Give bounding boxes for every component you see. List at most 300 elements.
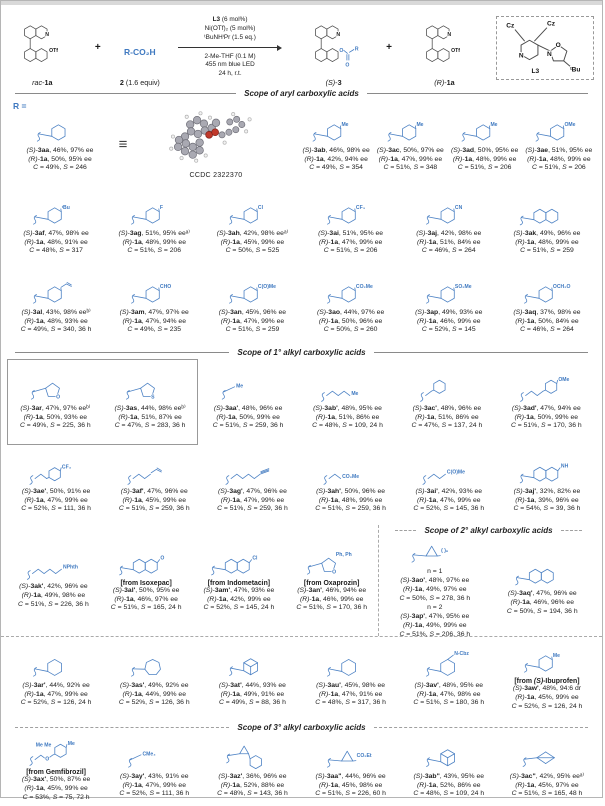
structure-hex xyxy=(303,277,397,309)
structure-naph xyxy=(500,198,594,230)
entry-caption xyxy=(119,682,190,709)
entry-caption xyxy=(219,682,286,709)
caption-line: C = 48%, S = 143, 36 h xyxy=(217,790,288,799)
svg-text:ᵗBu: ᵗBu xyxy=(570,66,580,73)
caption-line: (S)-3ar', 44%, 92% ee xyxy=(21,682,92,691)
svg-text:N-Cbz: N-Cbz xyxy=(454,651,469,657)
entry-caption xyxy=(413,773,484,800)
svg-text:OTf: OTf xyxy=(451,48,460,54)
entry-caption xyxy=(451,147,518,174)
caption-line: C = 48%, S = 109, 24 h xyxy=(312,422,383,431)
structure-hex xyxy=(402,277,496,309)
svg-text:O: O xyxy=(340,48,344,54)
plus-sign: + xyxy=(94,42,102,53)
heteroaryl-box xyxy=(7,359,198,445)
svg-text:NPhth: NPhth xyxy=(63,565,78,571)
caption-line: (S)-3ac', 48%, 96% ee xyxy=(412,405,483,414)
svg-text:O: O xyxy=(56,394,60,400)
entry-caption xyxy=(317,309,384,336)
caption-line: C = 52%, S = 111, 36 h xyxy=(119,790,189,799)
svg-text:R: R xyxy=(355,47,359,53)
svg-text:CF₃: CF₃ xyxy=(356,204,366,210)
caption-line: C = 49%, S = 88, 36 h xyxy=(219,699,286,708)
acid-label: 2 (1.6 equiv) xyxy=(120,78,160,87)
entry-caption xyxy=(415,309,482,336)
scope-row-5 xyxy=(1,445,602,525)
caption-line: C = 51%, S = 206, 36 h xyxy=(399,631,470,640)
caption-line: (S)-3an', 46%, 94% ee xyxy=(296,587,367,596)
structure-hex xyxy=(9,198,103,230)
entry-ac1 xyxy=(397,359,496,445)
entry-ae xyxy=(522,100,596,188)
caption-line: C = 52%, S = 111, 36 h xyxy=(21,505,91,514)
svg-text:N: N xyxy=(337,32,341,38)
caption-line: (R)-1a, 47%, 99% ee xyxy=(217,497,288,506)
entry-ak xyxy=(498,188,596,266)
structure-chainhex xyxy=(9,456,103,488)
svg-text:Cz: Cz xyxy=(547,20,556,27)
entry-ac2 xyxy=(498,734,596,806)
caption-line: (S)-3aw', 48%, 94:6 dr xyxy=(512,685,583,694)
svg-text:F: F xyxy=(160,204,163,210)
caption-line: (R)-1a, 45%, 99% ee xyxy=(119,497,190,506)
entry-aj xyxy=(400,188,498,266)
product-R-label: (R)-1a xyxy=(434,78,454,87)
entry-am xyxy=(105,266,203,346)
entry-caption xyxy=(315,488,386,515)
svg-text:O: O xyxy=(346,62,350,68)
svg-text:( )ₙ: ( )ₙ xyxy=(441,548,449,554)
condition-line: 24 h, r.t. xyxy=(219,70,242,79)
caption-line: (S)-3at', 44%, 93% ee xyxy=(219,682,286,691)
structure-hex xyxy=(205,277,299,309)
caption-line: C = 50%, S = 194, 36 h xyxy=(507,608,578,617)
structure-hex xyxy=(375,115,446,147)
entry-at1 xyxy=(203,637,301,721)
structure-hex xyxy=(402,198,496,230)
entry-ai xyxy=(302,188,400,266)
caption-line: (S)-3ab", 43%, 95% ee xyxy=(413,773,484,782)
entry-aj1 xyxy=(498,445,596,525)
entry-caption xyxy=(416,230,481,257)
entry-ay1 xyxy=(105,734,203,806)
caption-line: (S)-3aq', 47%, 96% ee xyxy=(507,590,578,599)
svg-text:O: O xyxy=(160,555,164,561)
acid-formula: R-CO₂H xyxy=(124,47,156,57)
structure-chain xyxy=(303,456,397,488)
caption-line: C = 51%, S = 259 xyxy=(219,326,286,335)
caption-line: C = 51%, S = 206 xyxy=(318,247,383,256)
entry-caption xyxy=(120,309,189,336)
entry-caption xyxy=(413,488,484,515)
structure-hex xyxy=(523,115,594,147)
section-header-2 xyxy=(381,525,596,536)
entry-caption xyxy=(296,587,367,614)
caption-line: C = 51%, S = 180, 36 h xyxy=(413,699,484,708)
svg-text:CO₂Et: CO₂Et xyxy=(357,753,372,759)
caption-line: (R)-1a, 48%, 99% ee xyxy=(315,497,386,506)
reaction-arrow xyxy=(178,44,282,52)
caption-line: (R)-1a, 46%, 97% ee xyxy=(111,596,182,605)
condition-line: Ni(OTf)₂ (5 mol%) xyxy=(205,25,256,34)
svg-text:Me: Me xyxy=(342,121,349,127)
entry-caption xyxy=(399,568,470,640)
caption-line: (S)-3ag', 47%, 96% ee xyxy=(217,488,288,497)
svg-text:O: O xyxy=(332,569,336,575)
structure-hex xyxy=(303,198,397,230)
scope-row-1 xyxy=(1,100,602,188)
structure-chainhex xyxy=(399,373,494,405)
from-label: [from (S)-Ibuprofen] xyxy=(514,678,579,685)
entry-ag xyxy=(105,188,203,266)
entry-caption xyxy=(22,776,91,803)
caption-line: (R)-1a, 46%, 96% ee xyxy=(507,599,578,608)
entry-an xyxy=(203,266,301,346)
caption-line: C = 51%, S = 259, 36 h xyxy=(217,505,288,514)
structure-naph xyxy=(102,548,191,580)
reactant-rac-1a xyxy=(9,8,76,87)
caption-line: C = 51%, S = 170, 36 h xyxy=(511,422,582,431)
caption-line: C = 46%, S = 264 xyxy=(416,247,481,256)
structure-chain xyxy=(205,456,299,488)
caption-line: (R)-1a, 48%, 99% ee xyxy=(451,156,518,165)
caption-line: C = 51%, S = 259, 36 h xyxy=(315,505,386,514)
section-title: Scope of 1° alkyl carboxylic acids xyxy=(237,348,365,357)
scope-row-2 xyxy=(1,188,602,266)
entry-caption xyxy=(18,583,89,610)
svg-text:OCH₂O: OCH₂O xyxy=(553,283,571,289)
structure-hex xyxy=(205,198,299,230)
caption-line: (R)-1a, 50%, 95% ee xyxy=(27,156,94,165)
entry-caption xyxy=(119,773,189,800)
structure-chain xyxy=(402,456,496,488)
caption-line: (S)-3as, 44%, 98% eeᵇ⁾ xyxy=(115,405,186,414)
entry-caption xyxy=(512,685,583,712)
entry-caption xyxy=(318,230,383,257)
structure-pent xyxy=(287,548,376,580)
caption-line: (R)-1a, 47%, 99% ee xyxy=(119,782,189,791)
section-rule xyxy=(15,727,229,728)
caption-line: C = 52%, S = 126, 24 h xyxy=(512,703,583,712)
svg-text:N: N xyxy=(447,32,451,38)
condition-line: 455 nm blue LED xyxy=(205,61,254,70)
entry-caption xyxy=(513,488,580,515)
caption-line: (S)-3ay', 43%, 91% ee xyxy=(119,773,189,782)
caption-line: (R)-1a, 45%, 99% ee xyxy=(217,239,288,248)
entry-ap xyxy=(400,266,498,346)
caption-line: (S)-3ar, 47%, 97% eeᵇ⁾ xyxy=(20,405,91,414)
entry-caption xyxy=(217,230,288,257)
caption-line: C = 49%, S = 235 xyxy=(120,326,189,335)
crystal-structure-block xyxy=(133,100,299,188)
structure-gon xyxy=(402,650,496,682)
caption-line: (R)-1a, 47%, 99% ee xyxy=(21,497,91,506)
entry-ai1 xyxy=(400,445,498,525)
caption-line: C = 52%, S = 126, 24 h xyxy=(21,699,92,708)
entry-caption xyxy=(21,309,92,336)
entry-ah xyxy=(203,188,301,266)
entry-aoap1 xyxy=(381,536,488,640)
entry-caption xyxy=(219,309,286,336)
entry-caption xyxy=(21,488,91,515)
section-rule xyxy=(561,530,582,531)
caption-line: (R)-1a, 42%, 94% ee xyxy=(302,156,369,165)
entry-caption xyxy=(23,230,88,257)
entry-aa1 xyxy=(198,359,297,445)
caption-line: (S)-3ap, 49%, 93% ee xyxy=(415,309,482,318)
caption-line: (R)-1a, 49%, 97% ee xyxy=(399,586,470,595)
caption-line: (R)-1a, 49%, 99% ee xyxy=(399,622,470,631)
caption-line: C = 49%, S = 225, 36 h xyxy=(20,422,91,431)
svg-text:NH: NH xyxy=(561,463,569,469)
caption-line: (S)-3an, 45%, 96% ee xyxy=(219,309,286,318)
caption-line: (R)-1a, 52%, 86% ee xyxy=(413,782,484,791)
entry-ad1 xyxy=(497,359,596,445)
entry-caption xyxy=(315,682,386,709)
section-rule xyxy=(395,530,416,531)
structure-bcp xyxy=(500,741,594,773)
scope-row-8 xyxy=(1,734,602,806)
structure-tri xyxy=(383,536,486,568)
structure-naph xyxy=(500,456,594,488)
entry-caption xyxy=(20,405,91,432)
entry-caption xyxy=(377,147,444,174)
structure-none xyxy=(200,373,295,405)
entry-aa2 xyxy=(302,734,400,806)
entry-ah1 xyxy=(302,445,400,525)
structure-chainhex xyxy=(499,373,594,405)
secondary-scope-entries xyxy=(381,536,596,640)
svg-text:O: O xyxy=(45,756,49,762)
section-title: Scope of 2° alkyl carboxylic acids xyxy=(424,526,552,535)
condition-line: ᵗBuNHⁱPr (1.5 eq.) xyxy=(204,34,256,43)
caption-line: (R)-1a, 44%, 99% ee xyxy=(119,691,190,700)
entry-ac xyxy=(373,100,447,188)
caption-line: C = 52%, S = 145 xyxy=(415,326,482,335)
caption-line: (R)-1a, 47%, 99% ee xyxy=(219,318,286,327)
caption-line: (R)-1a, 47%, 99% ee xyxy=(21,691,92,700)
caption-line: (S)-3ap', 47%, 95% ee xyxy=(399,613,470,622)
entry-au1 xyxy=(302,637,400,721)
caption-line: C = 50%, S = 278, 36 h xyxy=(399,595,470,604)
structure-gon xyxy=(303,650,397,682)
entry-ar1 xyxy=(7,637,105,721)
entry-az1 xyxy=(203,734,301,806)
product-S-structure-image xyxy=(300,21,367,77)
caption-line: (S)-3ah, 42%, 98% eeᵃ⁾ xyxy=(217,230,288,239)
reactant-structure-image xyxy=(9,21,76,77)
caption-line: (S)-3al', 50%, 95% ee xyxy=(111,587,182,596)
svg-text:Cz: Cz xyxy=(506,22,515,29)
caption-line: C = 47%, S = 283, 36 h xyxy=(115,422,186,431)
caption-line: (S)-3ag, 51%, 95% eeᵃ⁾ xyxy=(119,230,190,239)
structure-chain xyxy=(9,551,98,583)
caption-line: C = 51%, S = 206 xyxy=(119,247,190,256)
row-left-group xyxy=(7,525,378,636)
caption-line: C = 50%, S = 260 xyxy=(317,326,384,335)
section-rule xyxy=(367,93,588,94)
structure-hex xyxy=(107,277,201,309)
entry-caption xyxy=(525,147,592,174)
caption-line: (R)-1a, 52%, 88% ee xyxy=(217,782,288,791)
entry-al1 xyxy=(100,525,193,636)
caption-line: C = 52%, S = 145, 24 h xyxy=(204,604,275,613)
entry-ae1 xyxy=(7,445,105,525)
svg-text:OTf: OTf xyxy=(49,48,58,54)
caption-line: (S)-3am, 47%, 97% ee xyxy=(120,309,189,318)
structure-hex xyxy=(500,277,594,309)
svg-text:O: O xyxy=(556,42,561,49)
structure-none xyxy=(107,741,201,773)
caption-line: (S)-3ab, 46%, 98% ee xyxy=(302,147,369,156)
reaction-scheme xyxy=(1,5,602,87)
entry-aa xyxy=(7,100,113,188)
condition-line: 2-Me-THF (0.1 M) xyxy=(204,53,255,62)
caption-line: (S)-3ab', 48%, 95% ee xyxy=(312,405,383,414)
caption-line: (R)-1a, 47%, 91% ee xyxy=(315,691,386,700)
caption-line: C = 51%, S = 348 xyxy=(377,164,444,173)
caption-line: (S)-3ak, 49%, 96% ee xyxy=(514,230,581,239)
entry-ar xyxy=(8,360,103,444)
entry-ag1 xyxy=(203,445,301,525)
entry-af xyxy=(7,188,105,266)
structure-naph xyxy=(491,558,594,590)
caption-line: (S)-3aj, 42%, 98% ee xyxy=(416,230,481,239)
r-equals-label: R = xyxy=(13,101,26,111)
entry-caption xyxy=(204,587,275,614)
caption-line: (R)-1a, 42%, 99% ee xyxy=(204,596,275,605)
caption-line: C = 51%, S = 226, 60 h xyxy=(315,790,386,799)
ligand-L3-box xyxy=(496,16,594,80)
entry-aw1 xyxy=(498,637,596,721)
caption-line: (R)-1a, 50%, 99% ee xyxy=(511,414,582,423)
section-title: Scope of aryl carboxylic acids xyxy=(244,89,359,98)
structure-pent xyxy=(10,373,101,405)
product-R-1a xyxy=(411,8,478,87)
caption-line: C = 51%, S = 259, 36 h xyxy=(213,422,284,431)
from-label: [from Indometacin] xyxy=(208,580,270,587)
caption-line: (S)-3aa", 44%, 96% ee xyxy=(315,773,386,782)
entry-ak1 xyxy=(7,525,100,636)
entry-caption xyxy=(412,405,483,432)
caption-line: C = 51%, S = 226, 36 h xyxy=(18,601,89,610)
svg-text:Me: Me xyxy=(490,121,497,127)
entry-an1 xyxy=(285,525,378,636)
caption-line: C = 49%, S = 246 xyxy=(27,164,94,173)
caption-line: (R)-1a, 48%, 93% ee xyxy=(21,318,92,327)
svg-text:S: S xyxy=(151,394,155,400)
caption-line: C = 51%, S = 170, 36 h xyxy=(296,604,367,613)
ccdc-label: CCDC 2322370 xyxy=(189,172,242,179)
caption-line: C = 51%, S = 165, 48 h xyxy=(510,790,584,799)
caption-line: (R)-1a, 51%, 84% ee xyxy=(416,239,481,248)
svg-text:L3: L3 xyxy=(531,68,539,75)
section-rule xyxy=(374,352,588,353)
caption-line: (R)-1a, 48%, 91% ee xyxy=(23,239,88,248)
structure-adam xyxy=(402,741,496,773)
caption-line: (S)-3ah', 50%, 96% ee xyxy=(315,488,386,497)
caption-line: (R)-1a, 45%, 98% ee xyxy=(315,782,386,791)
structure-hex xyxy=(449,115,520,147)
scope-row-3 xyxy=(1,266,602,346)
svg-text:Me Me: Me Me xyxy=(36,743,52,749)
caption-line: (S)-3az', 36%, 96% ee xyxy=(217,773,288,782)
caption-line: C = 52%, S = 145, 36 h xyxy=(413,505,484,514)
caption-line: (S)-3ao', 48%, 97% ee xyxy=(399,577,470,586)
entry-caption xyxy=(511,405,582,432)
structure-hex xyxy=(9,115,111,147)
entry-caption xyxy=(213,405,284,432)
entry-caption xyxy=(119,230,190,257)
structure-gon xyxy=(107,650,201,682)
structure-tri xyxy=(303,741,397,773)
caption-line: (S)-3ae', 50%, 91% ee xyxy=(21,488,91,497)
svg-text:Me: Me xyxy=(351,390,358,396)
caption-line: (R)-1a, 39%, 96% ee xyxy=(513,497,580,506)
entry-caption xyxy=(119,488,190,515)
svg-text:C(O)Me: C(O)Me xyxy=(258,283,276,289)
caption-line: (R)-1a, 45%, 99% ee xyxy=(22,785,91,794)
structure-chainhex xyxy=(9,737,103,769)
entry-as1 xyxy=(105,637,203,721)
entry-ad xyxy=(448,100,522,188)
entry-ab1 xyxy=(298,359,397,445)
caption-line: C = 48%, S = 317, 36 h xyxy=(315,699,386,708)
entry-caption xyxy=(21,682,92,709)
caption-line: (S)-3af', 47%, 96% ee xyxy=(119,488,190,497)
svg-text:Me: Me xyxy=(68,741,75,747)
caption-line: (S)-3ac, 50%, 97% ee xyxy=(377,147,444,156)
svg-text:Me: Me xyxy=(236,383,243,389)
caption-line: (S)-3ai, 51%, 95% ee xyxy=(318,230,383,239)
caption-line: (R)-1a, 48%, 99% ee xyxy=(525,156,592,165)
ligand-L3-structure-image xyxy=(497,17,593,79)
caption-line: (R)-1a, 50%, 93% ee xyxy=(20,414,91,423)
caption-line: C = 48%, S = 317 xyxy=(23,247,88,256)
caption-line: (R)-1a, 47%, 99% ee xyxy=(318,239,383,248)
caption-line: C = 51%, S = 259 xyxy=(514,247,581,256)
structure-chain xyxy=(300,373,395,405)
svg-text:SO₂Me: SO₂Me xyxy=(455,283,472,289)
structure-hex xyxy=(300,115,371,147)
section-title: Scope of 3° alkyl carboxylic acids xyxy=(237,723,365,732)
acid-substrate xyxy=(120,8,160,87)
structure-gon xyxy=(9,650,103,682)
caption-line: (R)-1a, 51%, 86% ee xyxy=(312,414,383,423)
caption-line: (R)-1a, 51%, 86% ee xyxy=(412,414,483,423)
caption-line: C = 49%, S = 354 xyxy=(302,164,369,173)
scope-row-4 xyxy=(1,359,602,445)
caption-line: C = 49%, S = 340, 36 h xyxy=(21,326,92,335)
entry-ab2 xyxy=(400,734,498,806)
caption-line: (S)-3ak', 42%, 96% ee xyxy=(18,583,89,592)
caption-line: n = 2 xyxy=(399,604,470,613)
from-label: [from Isoxepac] xyxy=(120,580,171,587)
caption-line: (S)-3al, 43%, 98% eeᵇ⁾ xyxy=(21,309,92,318)
caption-line: (R)-1a, 47%, 98% ee xyxy=(413,691,484,700)
product-S-3 xyxy=(300,8,367,87)
structure-hex xyxy=(107,198,201,230)
svg-text:C(O)Me: C(O)Me xyxy=(447,469,465,475)
product-R-structure-image xyxy=(411,21,478,77)
svg-text:CMe₃: CMe₃ xyxy=(143,751,157,757)
scope-row-7 xyxy=(1,637,602,721)
entry-caption xyxy=(217,488,288,515)
structure-chain xyxy=(107,456,201,488)
caption-line: C = 51%, S = 206 xyxy=(525,164,592,173)
caption-line: C = 54%, S = 39, 36 h xyxy=(513,505,580,514)
structure-pent xyxy=(105,373,196,405)
